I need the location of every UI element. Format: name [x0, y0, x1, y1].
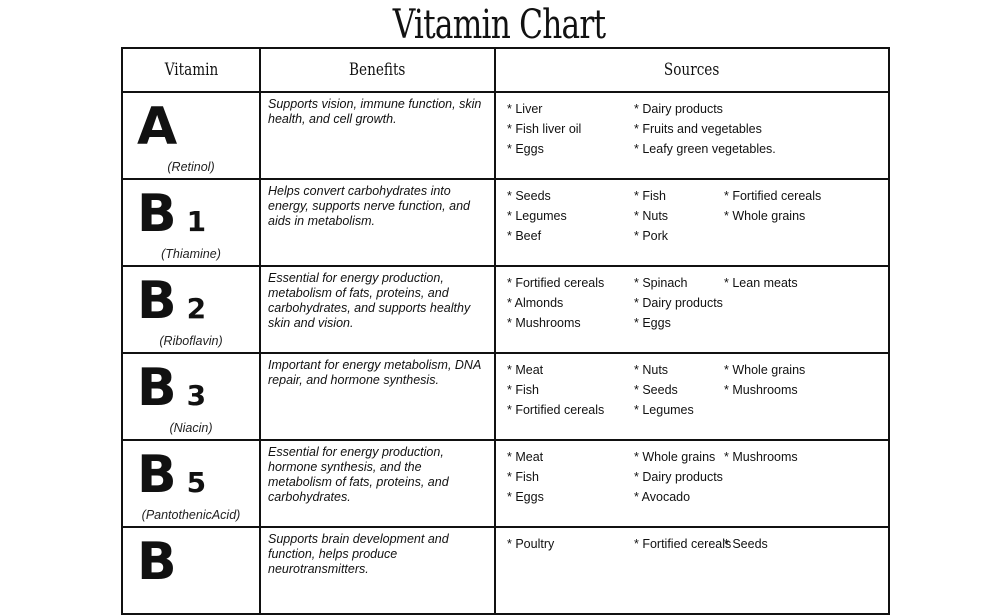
vitamin-row: [122, 527, 889, 614]
source-item: * Dairy products: [634, 470, 723, 484]
source-item: * Eggs: [507, 142, 544, 156]
vitamin-cell: [122, 440, 260, 527]
source-item: * Mushrooms: [724, 450, 798, 464]
source-item: * Meat: [507, 363, 544, 377]
sources-column: [507, 186, 567, 246]
vitamin-cell: [122, 527, 260, 614]
source-item: * Whole grains: [724, 209, 806, 223]
source-item: * Spinach: [634, 276, 688, 290]
vitamin-letter-text: B: [137, 358, 177, 418]
benefits-cell: Essential for energy production, metabolism of fats, proteins, and carbohydrates, and supports healthy skin and vision.: [260, 266, 495, 353]
header-row: [122, 48, 889, 92]
vitamin-row: [122, 266, 889, 353]
source-item: * Mushrooms: [507, 316, 581, 330]
chart-title: Vitamin Chart: [392, 2, 606, 48]
source-item: * Mushrooms: [724, 383, 798, 397]
source-item: * Fish: [507, 383, 539, 397]
source-item: * Fortified cereals: [507, 403, 605, 417]
vitamin-chemical-name: (Niacin): [169, 421, 213, 435]
benefits-cell: Supports brain development and function, helps produce neurotransmitters.: [260, 527, 495, 614]
source-item: * Almonds: [507, 296, 564, 310]
source-item: * Whole grains: [724, 363, 806, 377]
vitamin-letter: [137, 97, 187, 165]
sources-column: [507, 99, 581, 159]
vitamin-row: [122, 353, 889, 440]
vitamin-letter: [137, 271, 206, 339]
sources-column: [634, 99, 776, 159]
vitamin-chemical-name: (PantothenicAcid): [141, 508, 241, 522]
vitamin-letter: [137, 532, 187, 600]
vitamin-cell: [122, 179, 260, 266]
source-item: * Whole grains: [634, 450, 716, 464]
sources-cell: [495, 527, 889, 614]
vitamin-chemical-name: (Retinol): [167, 160, 215, 174]
sources-column: [507, 534, 554, 554]
sources-column: [507, 360, 604, 420]
benefits-cell: Essential for energy production, hormone synthesis, and the metabolism of fats, proteins, and carbohydrates.: [260, 440, 495, 527]
sources-column: [634, 273, 723, 333]
vitamin-letter-text: B: [137, 184, 177, 244]
source-item: * Beef: [507, 229, 542, 243]
vitamin-row: [122, 92, 889, 179]
vitamin-letter: [137, 184, 206, 252]
source-item: * Fruits and vegetables: [634, 122, 762, 136]
source-item: * Liver: [507, 102, 543, 116]
source-item: * Nuts: [634, 363, 669, 377]
vitamin-number: 5: [186, 466, 207, 499]
header-sources: Sources: [495, 48, 889, 92]
source-item: * Fish: [507, 470, 539, 484]
source-item: * Dairy products: [634, 296, 723, 310]
vitamin-cell: [122, 266, 260, 353]
source-item: * Seeds: [507, 189, 551, 203]
vitamin-row: [122, 440, 889, 527]
source-item: * Fortified cereals: [634, 537, 732, 551]
sources-cell: [495, 92, 889, 179]
vitamin-row: [122, 179, 889, 266]
vitamin-letter-text: B: [137, 532, 177, 592]
sources-column: [634, 360, 694, 420]
header-benefits: Benefits: [260, 48, 495, 92]
source-item: * Pork: [634, 229, 669, 243]
sources-column: [724, 447, 798, 467]
vitamin-cell: [122, 353, 260, 440]
source-item: * Fish liver oil: [507, 122, 582, 136]
source-item: * Leafy green vegetables.: [634, 142, 776, 156]
benefits-cell: Supports vision, immune function, skin health, and cell growth.: [260, 92, 495, 179]
vitamin-chemical-name: (Riboflavin): [159, 334, 223, 348]
source-item: * Eggs: [634, 316, 671, 330]
benefits-cell: Helps convert carbohydrates into energy, supports nerve function, and aids in metabolism.: [260, 179, 495, 266]
sources-cell: [495, 179, 889, 266]
sources-column: [724, 186, 821, 226]
sources-cell: [495, 353, 889, 440]
header-vitamin: Vitamin: [122, 48, 260, 92]
source-item: * Seeds: [724, 537, 768, 551]
vitamin-letter-text: B: [137, 445, 177, 505]
sources-column: [507, 273, 604, 333]
vitamin-letter-text: A: [137, 97, 178, 157]
vitamin-number: 1: [186, 205, 207, 238]
vitamin-letter: [137, 445, 206, 513]
sources-column: [634, 447, 723, 507]
source-item: * Meat: [507, 450, 544, 464]
source-item: * Seeds: [634, 383, 678, 397]
sources-column: [724, 360, 805, 400]
source-item: * Eggs: [507, 490, 544, 504]
vitamin-table: [121, 47, 890, 615]
vitamin-number: 3: [186, 379, 207, 412]
source-item: * Fortified cereals: [507, 276, 605, 290]
source-item: * Fortified cereals: [724, 189, 822, 203]
sources-column: [724, 273, 798, 293]
sources-cell: [495, 440, 889, 527]
vitamin-chemical-name: (Thiamine): [161, 247, 221, 261]
vitamin-number: 2: [186, 292, 207, 325]
source-item: * Legumes: [634, 403, 694, 417]
vitamin-letter-text: B: [137, 271, 177, 331]
vitamin-letter: [137, 358, 206, 426]
sources-column: [634, 186, 668, 246]
sources-column: [724, 534, 768, 554]
source-item: * Nuts: [634, 209, 669, 223]
sources-column: [507, 447, 544, 507]
sources-cell: [495, 266, 889, 353]
vitamin-cell: [122, 92, 260, 179]
source-item: * Legumes: [507, 209, 567, 223]
sources-column: [634, 534, 731, 554]
benefits-cell: Important for energy metabolism, DNA repair, and hormone synthesis.: [260, 353, 495, 440]
source-item: * Lean meats: [724, 276, 798, 290]
source-item: * Dairy products: [634, 102, 723, 116]
source-item: * Poultry: [507, 537, 555, 551]
source-item: * Fish: [634, 189, 666, 203]
source-item: * Avocado: [634, 490, 691, 504]
